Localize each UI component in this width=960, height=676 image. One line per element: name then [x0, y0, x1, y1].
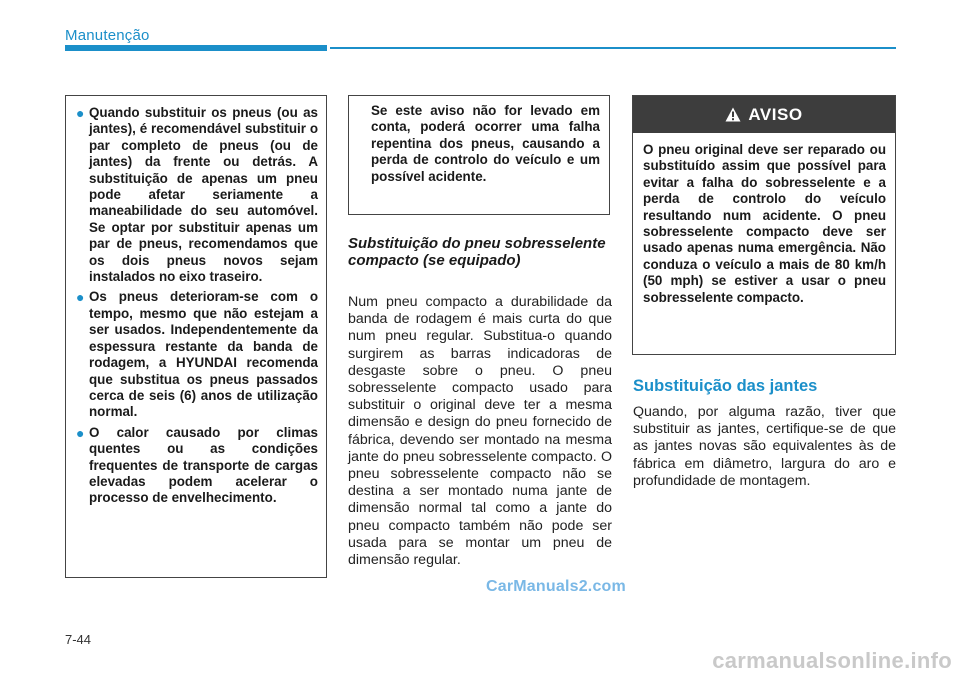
bullet-dot-icon: ● [76, 105, 85, 121]
header-rule-thin [330, 47, 896, 49]
warning-body [633, 133, 895, 306]
watermark-carmanuals2: CarManuals2.com [486, 578, 626, 595]
bullet-item [76, 425, 318, 507]
bullet-dot-icon: ● [76, 424, 85, 441]
header-rule-thick [65, 45, 327, 51]
caution-box-left [65, 95, 327, 578]
warning-label: AVISO [748, 104, 803, 124]
wheels-heading: Substituição das jantes [633, 377, 818, 395]
bullet-text: O calor causado por climas quentes ou as condições frequentes de transporte de cargas elevadas podem acelerar o processo de envelhecimento. [89, 424, 318, 506]
bullet-text: Quando substituir os pneus (ou as jantes), é recomendável substituir o par completo de pneus (ou de jantes) da frente ou detrás. A substituição de apenas um pneu pode afetar seriamente a maneabilidade do seu automóvel. Se optar por substituir apenas um par de pneus, recomendamos que os dois pneus novos sejam instalados no eixo traseiro. [89, 105, 318, 285]
bullet-item [76, 289, 318, 420]
caution-continued-text: Se este aviso não for levado em conta, poderá ocorrer uma falha repentina dos pneus, causando a perda de controlo do veículo e um possível acidente. [371, 103, 600, 184]
page-number: 7-44 [65, 632, 92, 647]
wheels-body: Quando, por alguma razão, tiver que substituir as jantes, certifique-se de que as jantes novas são equivalentes às de fábrica em diâmetro, largura do aro e profundidade de montagem. [633, 404, 896, 489]
bullet-dot-icon: ● [76, 289, 85, 306]
compact-spare-body: Num pneu compacto a durabilidade da banda de rodagem é mais curta do que num pneu regular. Substitua-o quando surgirem as barras indicadoras de desgaste sobre o pneu. O pneu sobresselente compacto usado para substituir o original deve ter a mesma dimensão e design do pneu fornecido de fábrica, devendo ser montado na mesma jante do pneu sobresselente compacto. O pneu sobresselente compacto não se destina a ser montado numa jante de dimensão normal tal como a jante do pneu compacto também não pode ser usada para se montar um pneu de dimensão regular. [348, 294, 612, 569]
watermark-carmanualsonline: carmanualsonline.info [712, 648, 952, 673]
bullet-item [76, 105, 318, 285]
warning-triangle-icon [725, 107, 741, 122]
bullet-text: Os pneus deterioram-se com o tempo, mesmo que não estejam a ser usados. Independentemente da espessura restante da banda de rodagem, a HYUNDAI recomenda que substitua os pneus passados cerca de seis (6) anos de utilização normal. [89, 289, 318, 420]
caution-box-continued [348, 95, 610, 215]
compact-spare-heading: Substituição do pneu sobresselente compacto (se equipado) [348, 235, 606, 269]
warning-text: O pneu original deve ser reparado ou substituído assim que possível para evitar a falha do sobresselente e a perda de controlo do veículo resultando num acidente. O pneu sobresselente compacto deve ser usado apenas numa emergência. Não conduza o veículo a mais de 80 km/h (50 mph) se estiver a usar o pneu sobresselente compacto. [643, 142, 886, 305]
warning-header [633, 96, 895, 133]
warning-box [632, 95, 896, 355]
section-title: Manutenção [65, 27, 150, 44]
caution-bullet-list [76, 105, 318, 507]
